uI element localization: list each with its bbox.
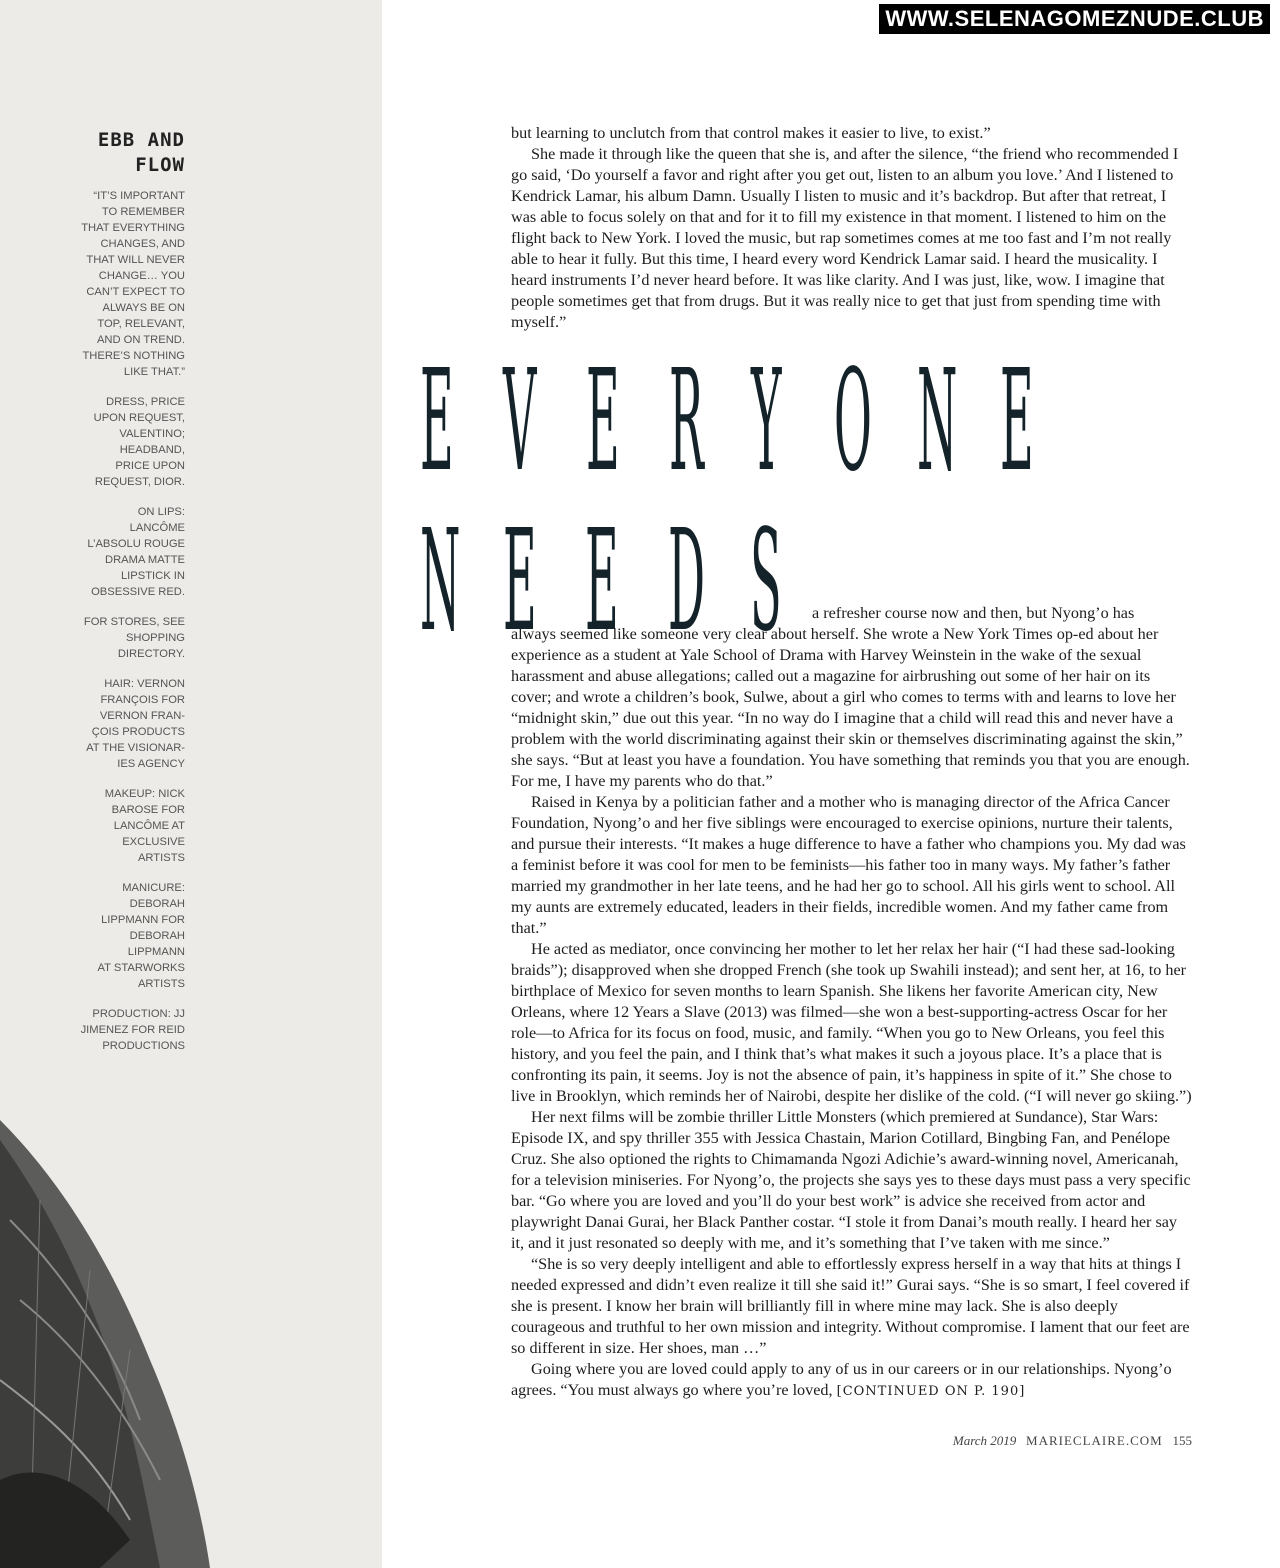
sidebar-title-line2: FLOW: [135, 154, 185, 176]
article-paragraph: but learning to unclutch from that control makes it easier to live, to exist.”: [511, 124, 991, 142]
article-paragraph: always seemed like someone very clear about herself. She wrote a New York Times op-ed about her experience as a student at Yale School of Drama with Harvey Weinstein in the wake of the sexual harassment and abuse allegations; called out a magazine for airbrushing out some of her hair on its cover; and wrote a children’s book, Sulwe, about a girl who comes to terms with and learns to love her “midnight skin,” due out this year. “In no way do I imagine that a child will read this and never have a problem with the world discriminating against their skin or themselves discriminating against the skin,” she says. “But at least you have a foundation. You have something that reminds you that you are enough. For me, I have my parents who do that.”: [511, 625, 1190, 790]
headline-everyone-letter: Y: [751, 340, 782, 503]
sidebar-credit-lips: ON LIPS: LANCÔME L’ABSOLU ROUGE DRAMA MATTE LIPSTICK IN OBSESSIVE RED.: [87, 506, 185, 598]
sidebar-credit-production: PRODUCTION: JJ JIMENEZ FOR REID PRODUCTIONS: [80, 1008, 185, 1052]
article-last-paragraph: Going where you are loved could apply to any of us in our careers or in our relationships. Nyong’o agrees. “You must always go where you’re loved,: [511, 1360, 1172, 1399]
headline-needs-letter: E: [585, 500, 619, 663]
sidebar-quote: “IT’S IMPORTANT TO REMEMBER THAT EVERYTHING CHANGES, AND THAT WILL NEVER CHANGE… YOU CAN’T EXPECT TO ALWAYS BE ON TOP, RELEVANT, AND ON TREND. THERE’S NOTHING LIKE THAT.”: [81, 190, 185, 378]
sidebar-credit-manicure: MANICURE: DEBORAH LIPPMANN FOR DEBORAH LIPPMANN AT STARWORKS ARTISTS: [97, 882, 185, 990]
sidebar-title: [60, 128, 185, 178]
watermark-banner: WWW.SELENAGOMEZNUDE.CLUB: [879, 4, 1270, 34]
headline-needs-letter: D: [667, 500, 705, 663]
headline-tail-text: a refresher course now and then, but Nyong’o has: [812, 604, 1135, 622]
sidebar-caption: [60, 128, 185, 1068]
headline-needs-letter: E: [502, 500, 537, 663]
article-paragraph: [511, 1359, 1194, 1402]
headline-everyone-letter: R: [668, 340, 704, 503]
article-paragraph: Raised in Kenya by a politician father and a mother who is managing director of the Africa Cancer Foundation, Nyong’o and her five siblings were encouraged to exercise opinions, nurture their talents, and pursue their interests. “It makes a huge difference to have a father who champions you. My dad was a feminist before it was cool for men to be feminists—his father too in many ways. My father’s father married my grandmother in her late teens, and he had her go to school. All his girls went to school. All my aunts are extremely educated, leaders in their fields, incredible women. And my father came from that.”: [511, 793, 1186, 937]
continued-label: [CONTINUED ON P. 190]: [836, 1384, 1026, 1399]
sidebar-title-line1: EBB AND: [97, 129, 185, 151]
headline-everyone-letter: E: [420, 340, 454, 503]
sidebar-credit-stores: FOR STORES, SEE SHOPPING DIRECTORY.: [83, 616, 185, 660]
headline-everyone-letter: E: [585, 340, 620, 503]
headline-word-everyone: [420, 340, 1060, 503]
article-top-text: [511, 123, 1194, 333]
article-paragraph: He acted as mediator, once convincing her mother to let her relax her hair (“I had these sad-looking braids”); disapproved when she dropped French (she took up Swahili instead); and sent her, at 16, to her birthplace of Mexico for seven months to learn Spanish. She likens her favorite American city, New Orleans, where 12 Years a Slave (2013) was filmed—she won a best-supporting-actress Oscar for her role—to Africa for its focus on food, music, and family. “When you go to New Orleans, you feel this history, and you feel the pain, and I think that’s what makes it such a joyous place. It’s a place that is confronting its pain, it seems. Joy is not the absence of pain, it’s happiness in spite of it.” She chose to live in Brooklyn, which reminds her of Nairobi, despite her dislike of the cold. (“I will never go skiing.”): [511, 940, 1192, 1105]
headline-everyone-letter: V: [502, 340, 537, 503]
headline-needs-letter: S: [750, 500, 782, 663]
article-paragraph: Her next films will be zombie thriller Little Monsters (which premiered at Sundance), Star Wars: Episode IX, and spy thriller 355 with Jessica Chastain, Marion Cotillard, Bingbing Fan, and Penélope Cruz. She also optioned the rights to Chimamanda Ngozi Adichie’s award-winning novel, Americanah, for a television miniseries. For Nyong’o, the projects she says yes to these days must pass a very specific bar. “Go where you are loved and you’ll do your best work” is advice she received from actor and playwright Danai Gurai, her Black Panther costar. “I stole it from Danai’s mouth really. I heard her say it, and it just resonated so deeply with me, and it’s something that I’ve taken with me since.”: [511, 1108, 1191, 1252]
footer-page-number: 155: [1172, 1433, 1192, 1448]
page-footer: [953, 1433, 1192, 1449]
article-paragraph: She made it through like the queen that she is, and after the silence, “the friend who recommended I go said, ‘Do yourself a favor and right after you get out, listen to an album you love.’ And I listened to Kendrick Lamar, his album Damn. Usually I listen to music and it’s backdrop. But after that retreat, I was able to focus solely on that and for it to fill my existence in that moment. I listened to him on the flight back to New York. I loved the music, but rap sometimes comes at me too fast and I’m not really able to hear it fully. But this time, I heard every word Kendrick Lamar said. I heard the musicality. I heard instruments I’d never heard before. It was like clarity. And I was just, like, wow. I imagine that people sometimes get that from drugs. But it was really nice to get that just from spending time with myself.”: [511, 145, 1179, 331]
footer-issue: March 2019: [952, 1433, 1017, 1448]
sidebar-credit-makeup: MAKEUP: NICK BAROSE FOR LANCÔME AT EXCLUSIVE ARTISTS: [104, 788, 185, 864]
sidebar-credit-hair: HAIR: VERNON FRANÇOIS FOR VERNON FRAN- ÇOIS PRODUCTS AT THE VISIONAR- IES AGENCY: [86, 678, 185, 770]
headline-needs-letter: N: [420, 500, 461, 663]
footer-site: MARIECLAIRE.COM: [1026, 1433, 1163, 1448]
article-bottom-text: [511, 624, 1194, 1402]
fabric-photo-fragment: [0, 1100, 230, 1568]
headline: [420, 340, 1060, 503]
article-paragraph: “She is so very deeply intelligent and able to effortlessly express herself in a way that hits at things I needed expressed and didn’t even realize it till she said it!” Gurai says. “She is so smart, I feel covered if she is present. I know her brain will brilliantly fill in where mine may lack. She is also deeply courageous and truthful to her own mission and integrity. Without compromise. I lament that our feet are so different in size. Her shoes, man …”: [511, 1255, 1190, 1357]
left-photo-panel: [0, 0, 382, 1568]
headline-everyone-letter: O: [834, 340, 873, 503]
headline-everyone-letter: E: [999, 340, 1034, 503]
sidebar-credit-dress: DRESS, PRICE UPON REQUEST, VALENTINO; HEADBAND, PRICE UPON REQUEST, DIOR.: [93, 396, 185, 488]
headline-everyone-letter: N: [917, 340, 958, 503]
